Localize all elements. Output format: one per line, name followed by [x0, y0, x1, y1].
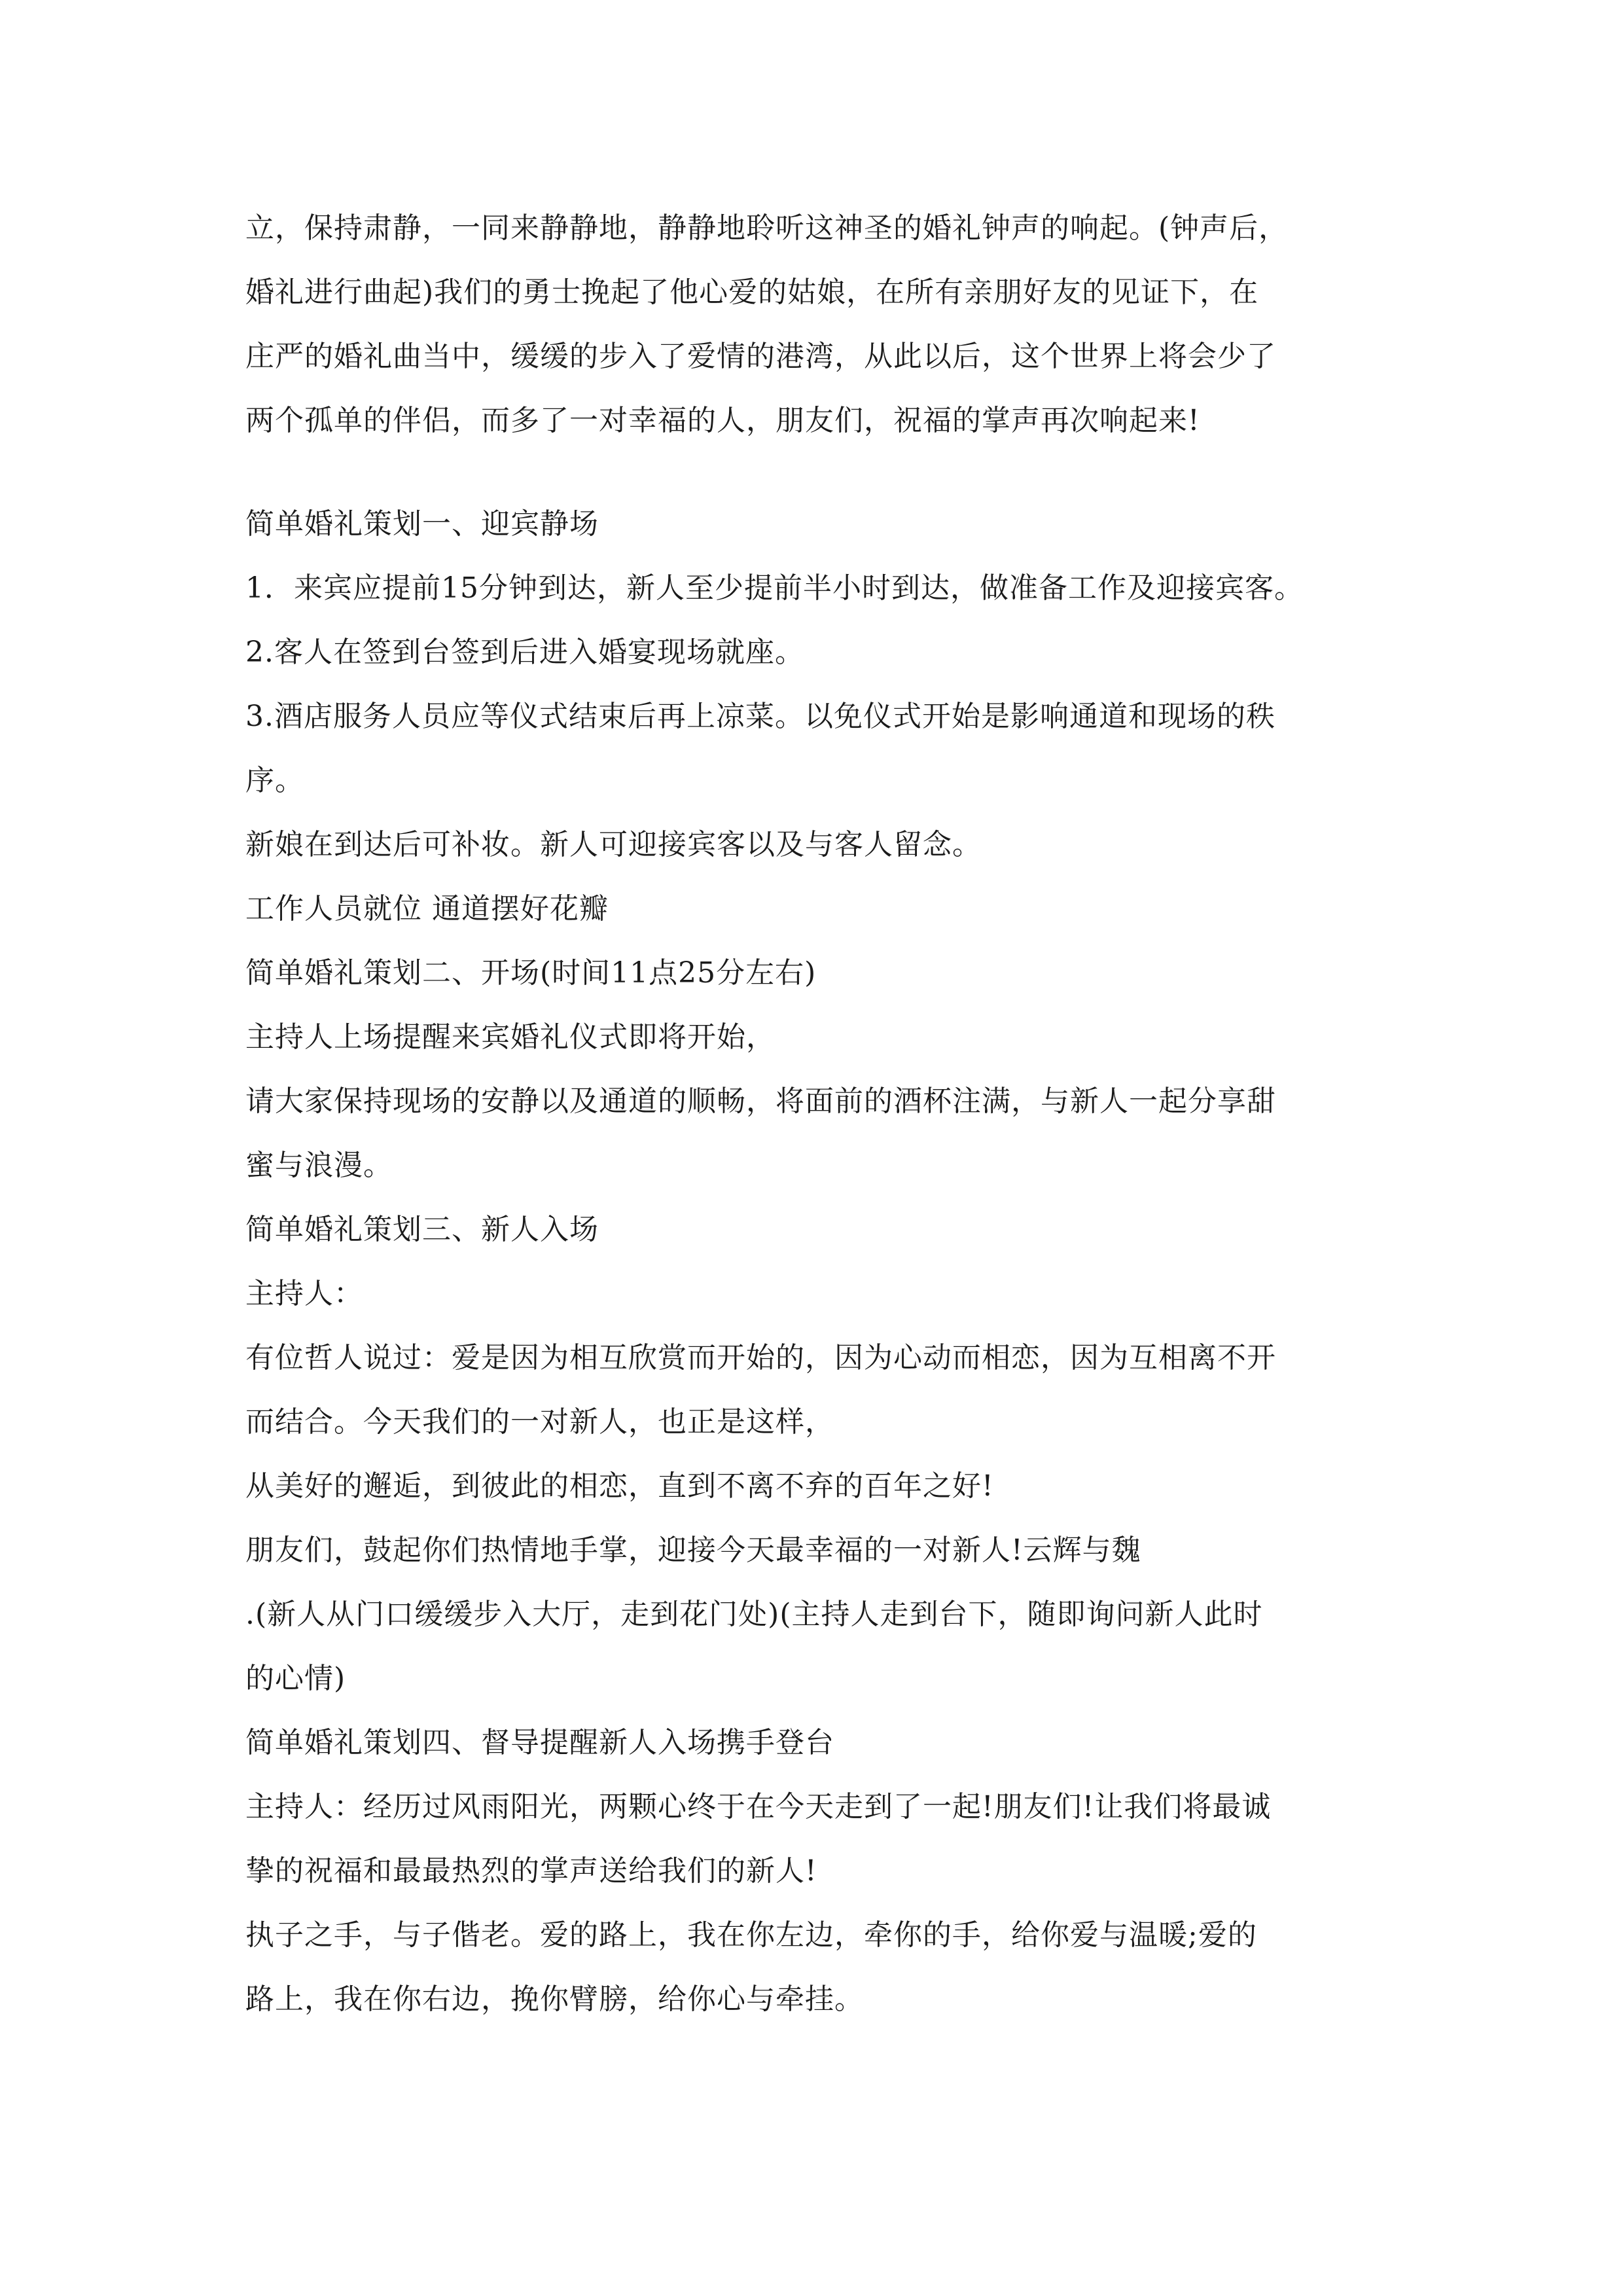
section-heading: 简单婚礼策划四、督导提醒新人入场携手登台 [245, 1726, 834, 1759]
paragraph-line: 的心情) [245, 1662, 346, 1695]
paragraph-line: 主持人： [245, 1277, 363, 1310]
paragraph-line: 蜜与浪漫。 [245, 1149, 393, 1182]
paragraph-line: 立，保持肃静，一同来静静地，静静地聆听这神圣的婚礼钟声的响起。(钟声后， [245, 211, 1289, 245]
document-body [245, 196, 1397, 2032]
paragraph-line: 挚的祝福和最最热烈的掌声送给我们的新人! [245, 1854, 817, 1888]
paragraph-line: 2.客人在签到台签到后进入婚宴现场就座。 [245, 636, 804, 669]
paragraph-line: .(新人从门口缓缓步入大厅，走到花门处)(主持人走到台下，随即询问新人此时 [245, 1598, 1263, 1631]
paragraph-line: 两个孤单的伴侣，而多了一对幸福的人，朋友们，祝福的掌声再次响起来! [245, 404, 1200, 437]
paragraph-line: 1．来宾应提前15分钟到达，新人至少提前半小时到达，做准备工作及迎接宾客。 [245, 571, 1304, 605]
paragraph-line: 从美好的邂逅，到彼此的相恋，直到不离不弃的百年之好! [245, 1469, 994, 1503]
paragraph-line: 主持人：经历过风雨阳光，两颗心终于在今天走到了一起!朋友们!让我们将最诚 [245, 1790, 1272, 1823]
paragraph-line: 执子之手，与子偕老。爱的路上，我在你左边，牵你的手，给你爱与温暖;爱的 [245, 1918, 1257, 1952]
section-heading: 简单婚礼策划一、迎宾静场 [245, 507, 599, 541]
paragraph-line: 庄严的婚礼曲当中，缓缓的步入了爱情的港湾，从此以后，这个世界上将会少了 [245, 340, 1276, 373]
paragraph-line: 婚礼进行曲起)我们的勇士挽起了他心爱的姑娘，在所有亲朋好友的见证下，在 [245, 276, 1259, 309]
paragraph-line: 请大家保持现场的安静以及通道的顺畅，将面前的酒杯注满，与新人一起分享甜 [245, 1085, 1276, 1118]
section-heading: 简单婚礼策划二、开场(时间11点25分左右) [245, 956, 817, 990]
paragraph-line: 主持人上场提醒来宾婚礼仪式即将开始， [245, 1020, 776, 1054]
paragraph-spacer [245, 453, 1397, 492]
paragraph-line: 而结合。今天我们的一对新人，也正是这样， [245, 1405, 834, 1439]
paragraph-line: 工作人员就位 通道摆好花瓣 [245, 892, 609, 925]
section-heading: 简单婚礼策划三、新人入场 [245, 1213, 599, 1246]
paragraph-line: 新娘在到达后可补妆。新人可迎接宾客以及与客人留念。 [245, 828, 982, 861]
paragraph-line: 朋友们，鼓起你们热情地手掌，迎接今天最幸福的一对新人!云辉与魏 [245, 1534, 1141, 1567]
paragraph-line: 3.酒店服务人员应等仪式结束后再上凉菜。以免仪式开始是影响通道和现场的秩 [245, 700, 1275, 733]
paragraph-line: 有位哲人说过：爱是因为相互欣赏而开始的，因为心动而相恋，因为互相离不开 [245, 1341, 1276, 1374]
paragraph-line: 路上，我在你右边，挽你臂膀，给你心与牵挂。 [245, 1982, 864, 2016]
paragraph-line: 序。 [245, 764, 304, 797]
